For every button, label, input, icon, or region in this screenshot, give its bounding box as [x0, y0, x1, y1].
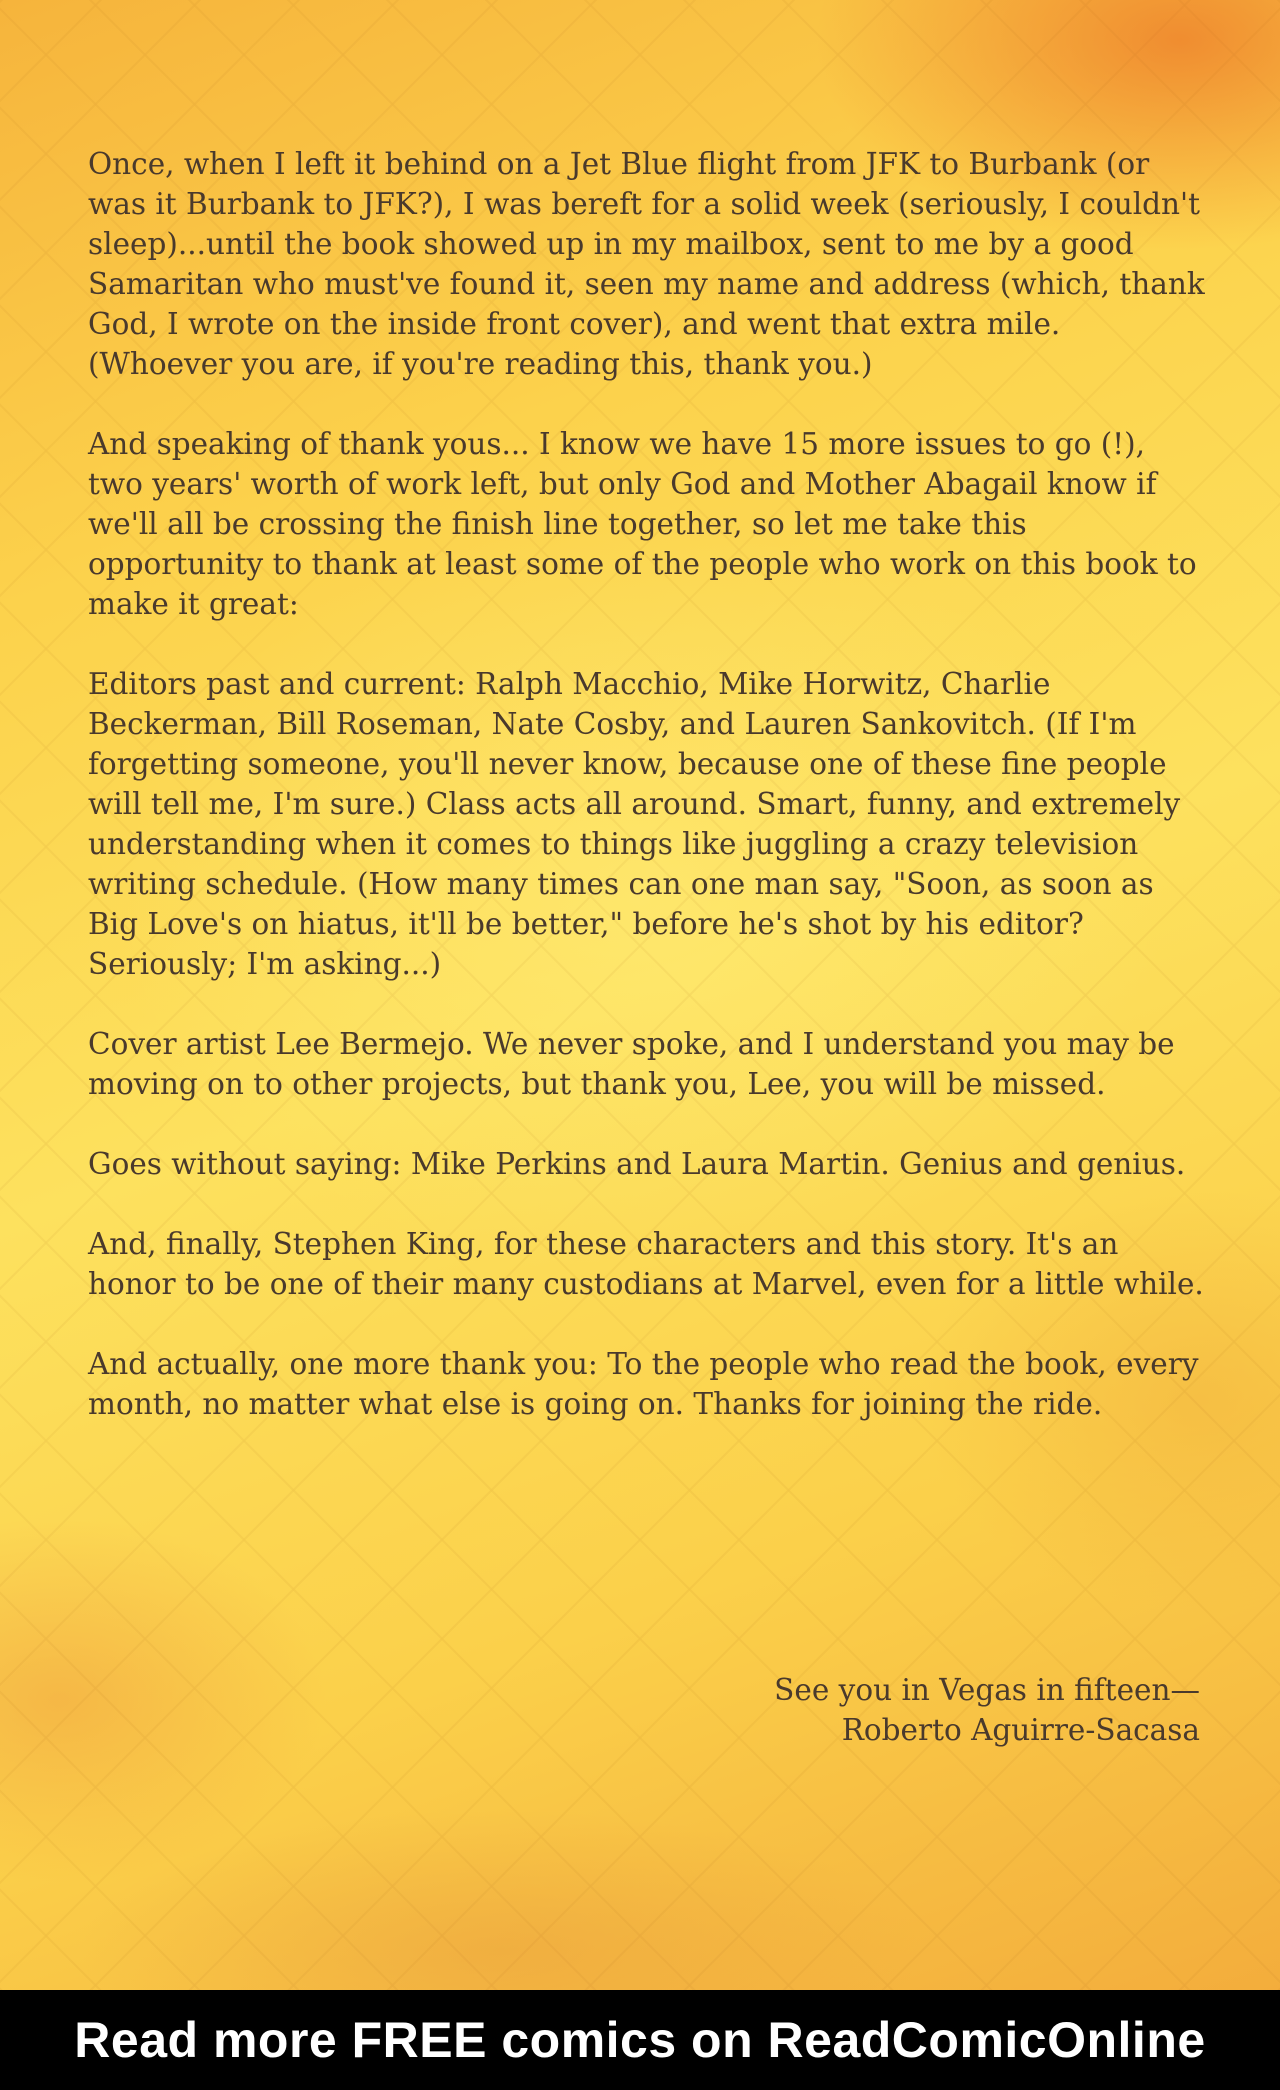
letter-paragraph-4: Cover artist Lee Bermejo. We never spoke, and I understand you may be moving on to other projects, but thank you, Lee, you will be missed.: [88, 1027, 1175, 1101]
letter-body: [88, 144, 1208, 1464]
letter-paragraph-6: And, finally, Stephen King, for these characters and this story. It's an honor to be one of their many custodians at Marvel, even for a little while.: [88, 1227, 1204, 1301]
signoff-line: See you in Vegas in fifteen—: [774, 1673, 1200, 1707]
letter-paragraph-3: Editors past and current: Ralph Macchio, Mike Horwitz, Charlie Beckerman, Bill Roseman, Nate Cosby, and Lauren Sankovitch. (If I'm forgetting someone, you'll never know, because one of these fine people will tell me, I'm sure.) Class acts all around. Smart, funny, and extremely understanding when it comes to things like juggling a crazy television writing schedule. (How many times can one man say, "Soon, as soon as Big Love's on hiatus, it'll be better," before he's shot by his editor? Seriously; I'm asking...): [88, 667, 1181, 981]
promo-banner-text: Read more FREE comics on ReadComicOnline: [74, 2012, 1206, 2068]
author-name: Roberto Aguirre-Sacasa: [841, 1713, 1200, 1747]
letter-signoff: [774, 1670, 1200, 1750]
promo-banner[interactable]: [0, 1990, 1280, 2090]
letter-paragraph-1: Once, when I left it behind on a Jet Blue flight from JFK to Burbank (or was it Burbank to JFK?), I was bereft for a solid week (seriously, I couldn't sleep)...until the book showed up in my mailbox, sent to me by a good Samaritan who must've found it, seen my name and address (which, thank God, I wrote on the inside front cover), and went that extra mile. (Whoever you are, if you're reading this, thank you.): [88, 147, 1205, 381]
letter-paragraph-2: And speaking of thank yous... I know we have 15 more issues to go (!), two years' worth of work left, but only God and Mother Abagail know if we'll all be crossing the finish line together, so let me take this opportunity to thank at least some of the people who work on this book to make it great:: [88, 427, 1197, 621]
letter-paragraph-7: And actually, one more thank you: To the people who read the book, every month, no matter what else is going on. Thanks for joining the ride.: [88, 1347, 1199, 1421]
letter-paragraph-5: Goes without saying: Mike Perkins and Laura Martin. Genius and genius.: [88, 1147, 1186, 1181]
